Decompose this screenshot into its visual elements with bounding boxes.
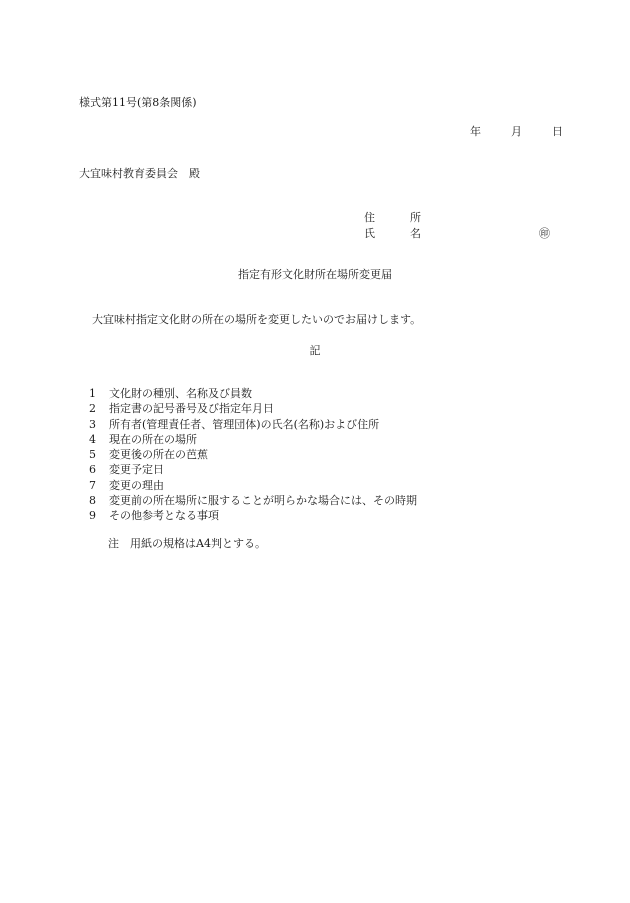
date-month-label: 月 [511,125,522,138]
item-text: 変更後の所在の芭蕉 [109,448,208,462]
item-text: 現在の所在の場所 [109,432,197,446]
item-text: 変更前の所在場所に服することが明らかな場合には、その時期 [109,494,417,508]
list-item [89,508,417,523]
list-item [89,401,417,416]
item-number: 2 [89,402,96,416]
item-number: 8 [89,494,96,508]
list-item [89,386,417,401]
item-number: 1 [89,387,96,400]
name-label-second: 名 [410,227,421,240]
item-text: 所有者(管理責任者、管理団体)の氏名(名称)および住所 [109,417,380,431]
address-row [364,211,554,227]
item-text: 変更予定日 [109,463,164,477]
item-number: 6 [89,463,96,477]
date-day-label: 日 [552,125,563,138]
item-number: 4 [89,432,96,446]
item-number: 3 [89,417,96,431]
item-number: 5 [89,448,96,462]
address-label-first: 住 [364,211,375,224]
item-number: 7 [89,478,96,492]
item-text: その他参考となる事項 [109,509,219,523]
date-line [470,125,563,139]
item-text: 文化財の種別、名称及び員数 [109,387,252,400]
date-year-label: 年 [470,125,481,138]
list-item [89,432,417,447]
document-title: 指定有形文化財所在場所変更届 [238,268,392,281]
item-text: 変更の理由 [109,478,164,492]
name-row [364,227,554,243]
form-number: 様式第11号(第8条関係) [79,96,197,109]
list-item [89,478,417,493]
applicant-block [364,211,554,243]
item-list [89,386,417,524]
footnote: 注 用紙の規格はA4判とする。 [108,537,266,550]
list-item [89,493,417,508]
list-item [89,417,417,432]
body-text: 大宜味村指定文化財の所在の場所を変更したいのでお届けします。 [92,313,422,326]
item-number: 9 [89,509,96,523]
name-label-first: 氏 [364,227,375,240]
address-label-second: 所 [410,211,421,224]
list-item [89,447,417,462]
item-text: 指定書の記号番号及び指定年月日 [109,402,274,416]
list-item [89,462,417,477]
ki-heading: 記 [309,344,321,357]
addressee: 大宜味村教育委員会 殿 [79,167,200,180]
seal-mark-icon: ㊞ [539,227,550,240]
